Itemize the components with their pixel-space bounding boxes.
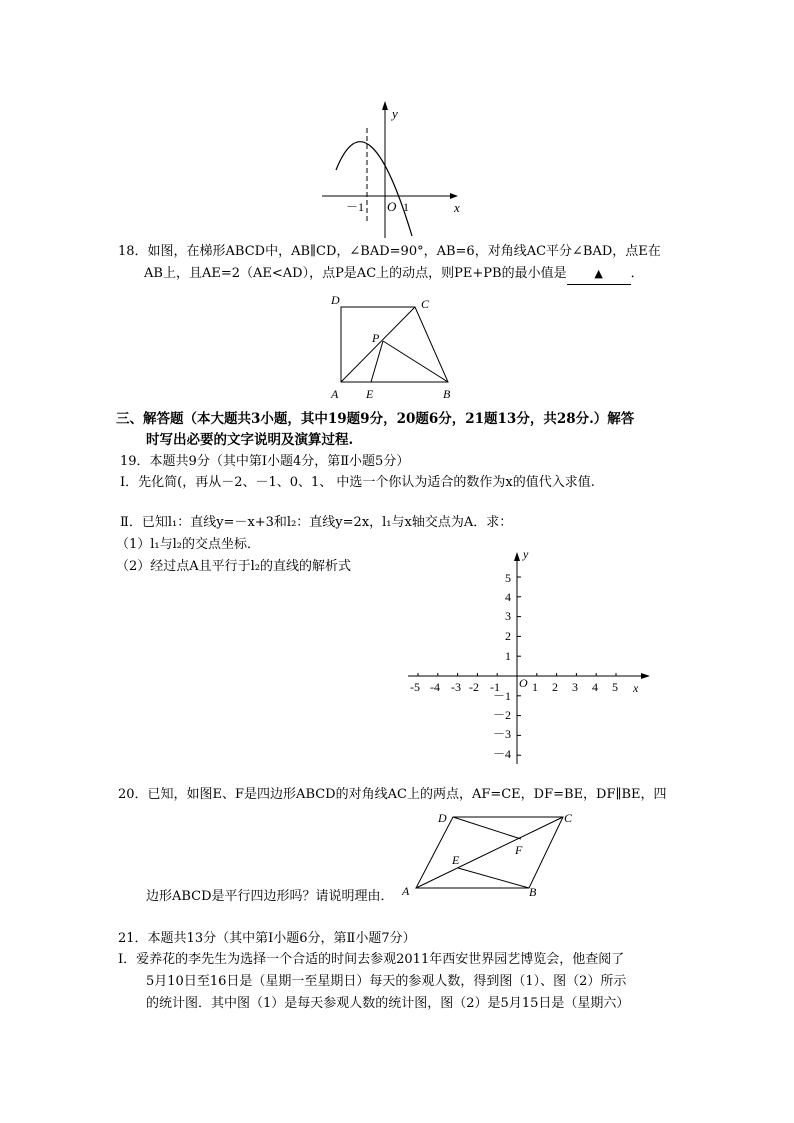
tick-neg1: －1 <box>346 200 365 214</box>
y-tick-label-4: 4 <box>505 590 511 604</box>
label-d: D <box>331 293 340 307</box>
y-label: y <box>392 106 398 121</box>
parabola-curve <box>336 142 412 236</box>
q19-part2: Ⅱ．已知l₁：直线y=－x+3和l₂：直线y=2x，l₁与x轴交点为A．求： <box>120 515 513 530</box>
q18-line2-text: AB上，且AE=2（AE<AD），点P是AC上的动点，则PE+PB的最小值是 <box>144 266 567 281</box>
parabola-figure <box>318 98 478 240</box>
q21-line3: 的统计图．其中图（1）是每天参观人数的统计图，图（2）是5月15日是（星期六） <box>146 996 630 1011</box>
x-tick-label-4: -1 <box>490 680 500 694</box>
label-b: B <box>443 387 451 401</box>
q19-sub2: （2）经过点A且平行于l₂的直线的解析式 <box>116 559 352 574</box>
y-tick-label-neg1: －1 <box>492 689 511 703</box>
trapezoid-outline <box>341 307 448 382</box>
q21-line2: 5月10日至16日是（星期一至星期日）每天的参观人数，得到图（1）、图（2）所示 <box>146 974 627 989</box>
label-f: F <box>515 843 523 857</box>
y-tick-label-neg2: －2 <box>492 708 511 722</box>
x-label: x <box>454 200 460 215</box>
x-tick-label-2: -3 <box>451 680 461 694</box>
y-tick-label-neg4: －4 <box>492 747 511 761</box>
q18-line1: 18．如图，在梯形ABCD中，AB∥CD，∠BAD=90°，AB=6，对角线AC平分∠BAD，点E在 <box>118 244 661 259</box>
x-tick-label-1: -4 <box>430 680 440 694</box>
origin-label: O <box>519 676 528 690</box>
y-label: y <box>523 547 529 561</box>
x-tick-label-3: -2 <box>469 680 479 694</box>
y-tick-label-3: 3 <box>505 609 511 623</box>
y-tick-label-5: 5 <box>505 571 511 585</box>
y-tick-label-1: 1 <box>505 649 511 663</box>
section3-line1: 三、解答题（本大题共3小题，其中19题9分，20题6分，21题13分，共28分.）解答 <box>116 411 635 427</box>
q20-line1: 20．已知，如图E、F是四边形ABCD的对角线AC上的两点，AF=CE，DF=BE，DF∥BE，四 <box>118 787 667 802</box>
section3-line2: 时写出必要的文字说明及演算过程. <box>146 432 354 448</box>
label-b: B <box>529 885 537 899</box>
label-a: A <box>331 387 339 401</box>
label-d: D <box>438 811 447 825</box>
q19-sub1: （1）l₁与l₂的交点坐标． <box>116 537 261 552</box>
q21-line1: Ⅰ．爱养花的李先生为选择一个合适的时间去参观2011年西安世界园艺博览会，他查阅了 <box>118 952 625 967</box>
x-label: x <box>633 681 639 695</box>
coordinate-grid-figure <box>398 546 658 768</box>
trapezoid-figure <box>326 290 466 402</box>
x-tick-label-5: 1 <box>532 680 538 694</box>
q20-line2: 边形ABCD是平行四边形吗？请说明理由． <box>146 889 394 904</box>
origin-label: O <box>387 199 397 214</box>
segment-df <box>453 817 521 839</box>
x-tick-label-6: 2 <box>552 680 558 694</box>
segment-pe <box>371 341 383 382</box>
q21-head: 21．本题共13分（其中第Ⅰ小题6分，第Ⅱ小题7分） <box>118 931 416 946</box>
y-tick-label-neg3: －3 <box>492 727 511 741</box>
segment-be <box>458 868 529 888</box>
q19-part1: Ⅰ．先化简(，再从－2、－1、0、1、 中选一个你认为适合的数作为x的值代入求值. <box>120 475 595 490</box>
x-axis-arrow <box>641 673 650 679</box>
x-tick-label-8: 4 <box>592 680 598 694</box>
parallelogram-figure <box>398 806 588 900</box>
y-axis-arrow <box>382 101 388 110</box>
y-axis-arrow <box>514 552 520 561</box>
label-p: P <box>372 331 380 345</box>
x-tick-label-9: 5 <box>612 680 618 694</box>
label-c: C <box>421 297 430 311</box>
y-tick-label-2: 2 <box>505 629 511 643</box>
segment-pb <box>383 341 448 382</box>
x-tick-label-0: -5 <box>410 680 420 694</box>
label-a: A <box>402 884 410 898</box>
q18-line2 <box>144 264 644 285</box>
x-tick-label-7: 3 <box>572 680 578 694</box>
x-axis-arrow <box>450 193 458 199</box>
label-e: E <box>366 387 374 401</box>
q18-line2-end: ． <box>630 266 644 281</box>
q19-head: 19．本题共9分（其中第Ⅰ小题4分，第Ⅱ小题5分） <box>120 454 410 469</box>
triangle-icon: ▲ <box>594 267 603 280</box>
label-e: E <box>452 853 460 867</box>
label-c: C <box>564 811 573 825</box>
q18-answer-blank[interactable] <box>567 264 631 285</box>
tick-pos1: 1 <box>403 200 409 214</box>
